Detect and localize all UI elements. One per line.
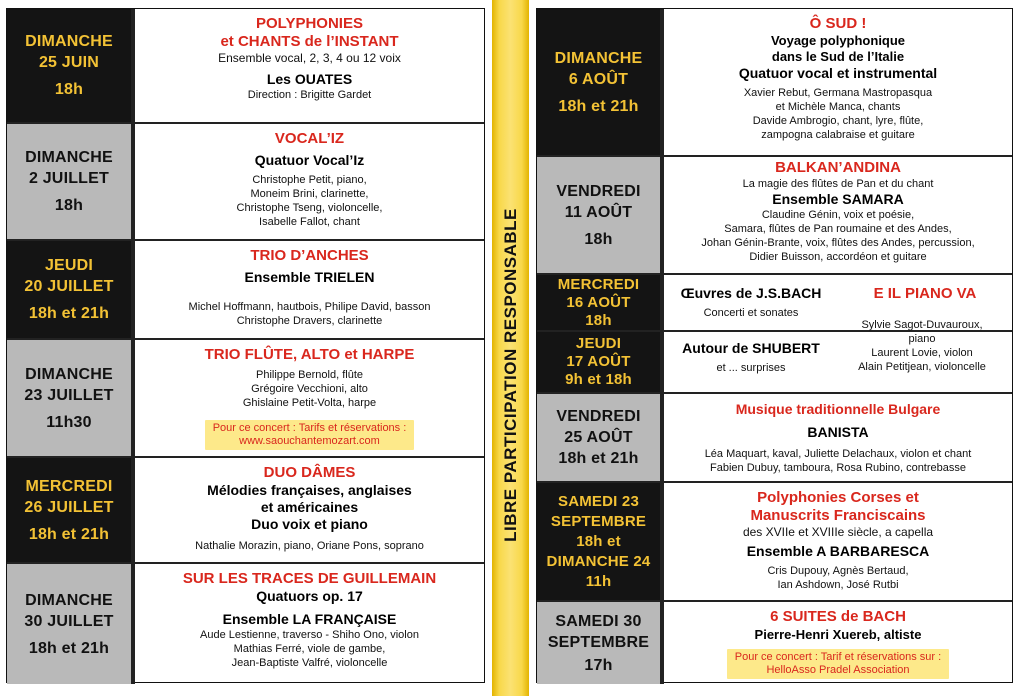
text-line: Christophe Tseng, violoncelle, (236, 202, 383, 214)
concert-row (537, 157, 1012, 275)
concert-details (131, 9, 484, 122)
text-line: Christophe Dravers, clarinette (236, 315, 383, 327)
text-line: Laurent Lovie, violon (871, 347, 973, 359)
text-line: 18h (54, 197, 84, 214)
text-line: 11h30 (46, 413, 92, 431)
text-line: et ... surprises (716, 362, 786, 374)
text-line: Ghislaine Petit-Volta, harpe (242, 397, 377, 409)
text-line: 18h et 21h (28, 639, 110, 657)
concert-row (7, 124, 484, 241)
text-line: 18h (584, 230, 613, 248)
concert-date (7, 564, 131, 684)
concert-row (537, 483, 1012, 602)
text-line: Xavier Rebut, Germana Mastropasqua (743, 87, 933, 99)
text-line: 18h et (576, 532, 621, 550)
text-line: Direction : Brigitte Gardet (247, 89, 372, 101)
text-line: 18h et 21h (28, 305, 110, 322)
ensemble-name: Pierre-Henri Xuereb, altiste (754, 627, 922, 642)
text-line: Alain Petitjean, violoncelle (858, 361, 986, 373)
concert-date (7, 241, 131, 338)
text-line: 6 AOÛT (568, 70, 629, 88)
ensemble-name: BANISTA (807, 424, 869, 440)
piano-credits (837, 318, 1007, 374)
text-line: DIMANCHE (25, 591, 113, 609)
concert-title: TRIO FLÛTE, ALTO et HARPE (204, 346, 415, 363)
text-line: et Michèle Manca, chants (775, 101, 901, 113)
text-line: Samara, flûtes de Pan roumaine et des Andes, (724, 223, 952, 235)
text-line: VENDREDI (556, 182, 641, 200)
ensemble-name: Ensemble LA FRANÇAISE (222, 611, 397, 627)
concert-title: Œuvres de J.S.BACH (680, 285, 822, 301)
text-line: La magie des flûtes de Pan et du chant (742, 178, 934, 190)
text-line: 18h (585, 311, 612, 329)
reservation-note (205, 420, 415, 450)
concert-details (131, 458, 484, 562)
text-line: SEPTEMBRE (547, 633, 650, 651)
text-line: 2 JUILLET (28, 170, 110, 187)
concert-details (660, 157, 1012, 273)
concert-title: 6 SUITES de BACH (770, 608, 906, 625)
text-line: SAMEDI 23 (558, 492, 639, 510)
text-line: DIMANCHE (554, 49, 643, 67)
concert-title: Manuscrits Franciscains (750, 507, 926, 524)
text-line: Quatuor vocal et instrumental (738, 65, 938, 81)
concert-title: VOCAL’IZ (274, 130, 345, 147)
concert-details (660, 9, 1012, 155)
concert-date (7, 458, 131, 562)
text-line: Nathalie Morazin, piano, Oriane Pons, soprano (195, 540, 424, 552)
text-line: HelloAsso Pradel Association (766, 664, 910, 676)
reservation-note (727, 649, 949, 679)
text-line: Cris Dupouy, Agnès Bertaud, (767, 565, 909, 577)
concert-title: SUR LES TRACES DE GUILLEMAIN (182, 570, 437, 587)
text-line: Michel Hoffmann, hautbois, Philipe David, basson (188, 301, 431, 313)
concert-title: Ô SUD ! (809, 15, 867, 32)
concert-details (131, 564, 484, 684)
concert-row (7, 340, 484, 458)
text-line: Davide Ambrogio, chant, lyre, flûte, (752, 115, 924, 127)
text-line: MERCREDI (557, 275, 640, 293)
text-line: SEPTEMBRE (550, 512, 647, 530)
text-line: et américaines (260, 499, 359, 515)
text-line: piano (908, 333, 936, 345)
text-line: dans le Sud de l’Italie (771, 49, 905, 64)
text-line: 18h (54, 81, 84, 98)
right-program-column (536, 8, 1013, 683)
concert-row (537, 602, 1012, 684)
text-line: Fabien Dubuy, tamboura, Rosa Rubino, contrebasse (710, 462, 966, 474)
text-line: 23 JUILLET (24, 386, 114, 404)
text-line: 25 JUIN (38, 54, 100, 71)
text-line: Voyage polyphonique (770, 33, 906, 48)
concert-title: et CHANTS de l’INSTANT (220, 33, 399, 50)
text-line: Claudine Génin, voix et poésie, (761, 209, 915, 221)
left-program-column (6, 8, 485, 683)
text-line: www.saouchantemozart.com (239, 435, 380, 447)
text-line: 18h et 21h (558, 450, 639, 467)
ensemble-name: Les OUATES (266, 71, 353, 87)
concert-date (537, 394, 660, 481)
text-line: Ian Ashdown, José Rutbi (777, 579, 899, 591)
concert-title: Musique traditionnelle Bulgare (735, 401, 941, 417)
text-line: DIMANCHE (25, 149, 113, 166)
concert-title: E IL PIANO VA (873, 285, 977, 302)
text-line: Mélodies françaises, anglaises (207, 482, 412, 498)
text-line: Ensemble vocal, 2, 3, 4 ou 12 voix (218, 51, 401, 65)
text-line: 25 AOÛT (564, 429, 633, 446)
text-line: 11 AOÛT (564, 203, 633, 221)
concert-date (537, 483, 660, 600)
text-line: JEUDI (44, 257, 94, 274)
concert-date (537, 9, 660, 155)
concert-details (131, 124, 484, 239)
ensemble-name: Quatuor Vocal’Iz (254, 152, 365, 168)
text-line: Aude Lestienne, traverso - Shiho Ono, violon (200, 629, 419, 641)
text-line: VENDREDI (556, 408, 641, 425)
text-line: Concerti et sonates (703, 307, 799, 319)
text-line: Léa Maquart, kaval, Juliette Delachaux, violon et chant (704, 448, 972, 460)
concert-date (537, 157, 660, 273)
text-line: Moneim Brini, clarinette, (250, 188, 369, 200)
concert-title: DUO DÂMES (263, 464, 356, 481)
ensemble-name: Ensemble A BARBARESCA (746, 543, 930, 559)
concert-row (537, 394, 1012, 483)
text-line: 18h et 21h (28, 525, 110, 543)
text-line: 26 JUILLET (24, 498, 114, 516)
text-line: SAMEDI 30 (555, 612, 642, 630)
concert-date (537, 602, 660, 684)
concert-title: Autour de SHUBERT (682, 340, 820, 356)
text-line: 18h et 21h (558, 97, 639, 115)
concert-title: POLYPHONIES (256, 15, 363, 32)
text-line: Pour ce concert : Tarif et réservations sur : (734, 651, 942, 663)
ensemble-name: Ensemble SAMARA (772, 191, 904, 207)
concert-details (660, 394, 1012, 481)
text-line: DIMANCHE (25, 33, 113, 50)
concert-details (660, 483, 1012, 600)
text-line: 20 JUILLET (24, 278, 114, 295)
text-line: 9h et 18h (565, 371, 632, 388)
text-line: 17 AOÛT (566, 353, 631, 370)
text-line: Philippe Bernold, flûte (255, 369, 363, 381)
concert-row (537, 9, 1012, 157)
text-line: Sylvie Sagot-Duvauroux, (861, 319, 983, 331)
text-line: 16 AOÛT (566, 293, 631, 311)
text-line: Johan Génin-Brante, voix, flûtes des Andes, percussion, (701, 237, 975, 249)
concert-details (131, 340, 484, 456)
text-line: 30 JUILLET (24, 612, 114, 630)
text-line: 11h (585, 572, 612, 590)
text-line: des XVIIe et XVIIIe siècle, a capella (742, 525, 934, 539)
text-line: JEUDI (575, 335, 622, 352)
concert-title: Polyphonies Corses et (757, 489, 919, 506)
text-line: Pour ce concert : Tarifs et réservations : (212, 422, 407, 434)
concert-date (7, 124, 131, 239)
concert-row (7, 241, 484, 340)
text-line: Quatuors op. 17 (256, 588, 363, 604)
text-line: Christophe Petit, piano, (252, 174, 367, 186)
concert-details (660, 602, 1012, 684)
concert-date (7, 340, 131, 456)
text-line: Duo voix et piano (251, 516, 368, 532)
concert-date (7, 9, 131, 122)
text-line: Isabelle Fallot, chant (259, 216, 360, 228)
text-line: DIMANCHE (25, 365, 113, 383)
ensemble-name: Ensemble TRIELEN (244, 269, 375, 285)
concert-row (7, 458, 484, 564)
concert-title: TRIO D’ANCHES (250, 247, 369, 264)
concert-date (537, 275, 660, 330)
text-line: MERCREDI (25, 477, 113, 495)
concert-date (537, 332, 660, 392)
text-line: Mathias Ferré, viole de gambe, (233, 643, 386, 655)
text-line: 17h (584, 656, 613, 674)
concert-details (131, 241, 484, 338)
concert-row (7, 564, 484, 684)
concert-title: BALKAN’ANDINA (775, 159, 901, 176)
concert-row (7, 9, 484, 124)
text-line: zampogna calabraise et guitare (761, 129, 915, 141)
text-line: Jean-Baptiste Valfré, violoncelle (231, 657, 388, 669)
spine-label: LIBRE PARTICIPATION RESPONSABLE (501, 208, 520, 542)
text-line: Grégoire Vecchioni, alto (251, 383, 368, 395)
text-line: DIMANCHE 24 (546, 552, 651, 570)
text-line: Didier Buisson, accordéon et guitare (749, 251, 927, 263)
